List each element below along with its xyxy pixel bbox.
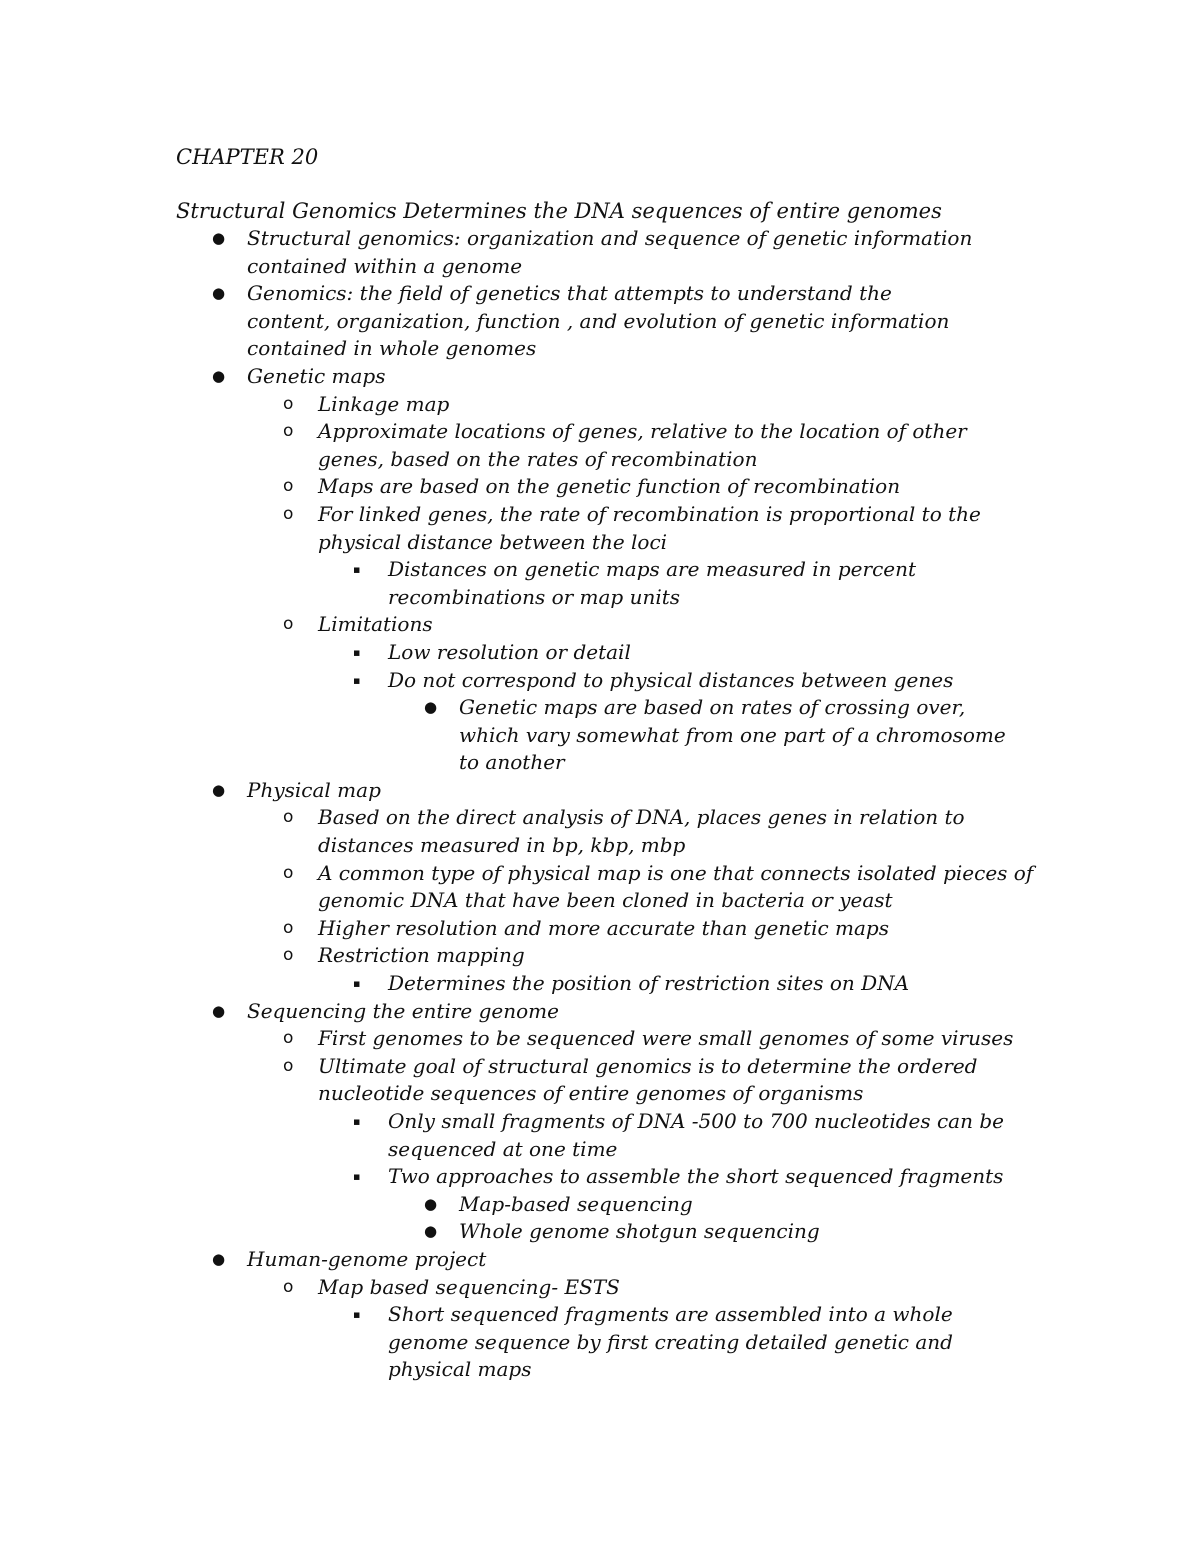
bullet-marker: ● — [424, 1222, 438, 1241]
list-item-text: Physical map — [247, 777, 381, 802]
list-item-text: Maps are based on the genetic function of recombination — [318, 474, 901, 499]
list-item — [0, 1025, 1038, 1053]
list-item — [0, 473, 1038, 501]
list-item — [0, 915, 1038, 943]
list-item-text: Human-genome project — [247, 1246, 487, 1271]
list-item-text: Low resolution or detail — [388, 639, 631, 664]
list-item-text: A common type of physical map is one that connects isolated pieces of genomic DNA that have been cloned in bacteria or yeast — [318, 860, 1034, 913]
list-item-text: Only small fragments of DNA -500 to 700 nucleotides can be sequenced at one time — [388, 1109, 1004, 1161]
bullet-marker: o — [283, 614, 294, 635]
list-item — [0, 1191, 1019, 1219]
list-item — [0, 501, 1038, 556]
bullet-marker: o — [283, 917, 294, 938]
list-item — [0, 1274, 1038, 1302]
bullet-marker: ● — [212, 284, 226, 303]
list-item — [0, 1108, 1008, 1163]
list-item-text: Genetic maps are based on rates of crossing over, which vary somewhat from one part of a chromosome to another — [459, 695, 1006, 775]
list-item-text: Do not correspond to physical distances between genes — [388, 667, 954, 692]
list-item — [0, 1053, 1038, 1108]
bullet-marker: ▪ — [353, 645, 361, 659]
list-item-text: Map-based sequencing — [459, 1191, 693, 1216]
list-item-text: Approximate locations of genes, relative to the location of other genes, based on the rates of recombination — [318, 419, 967, 471]
list-item-text: Sequencing the entire genome — [247, 998, 559, 1023]
bullet-marker: ● — [212, 1249, 226, 1268]
section-intro: Structural Genomics Determines the DNA sequences of entire genomes — [176, 199, 942, 223]
list-item-text: Short sequenced fragments are assembled into a whole genome sequence by first creating detailed genetic and physical maps — [388, 1302, 953, 1382]
list-item-text: Structural genomics: organization and sequence of genetic information contained within a genome — [247, 226, 973, 278]
list-item — [0, 970, 1008, 998]
list-item — [0, 1301, 1008, 1384]
list-item — [0, 280, 977, 363]
bullet-marker: o — [283, 807, 294, 828]
bullet-marker: ▪ — [353, 977, 361, 991]
list-item — [0, 942, 1038, 970]
list-item-text: First genomes to be sequenced were small genomes of some viruses — [318, 1026, 1014, 1051]
bullet-marker: o — [283, 1055, 294, 1076]
list-item-text: Distances on genetic maps are measured in percent recombinations or map units — [388, 557, 917, 609]
list-item-text: Whole genome shotgun sequencing — [459, 1219, 820, 1244]
list-item — [0, 694, 1019, 777]
bullet-marker: o — [283, 421, 294, 442]
list-item — [0, 1163, 1008, 1191]
list-item-text: Two approaches to assemble the short sequenced fragments — [388, 1164, 1004, 1189]
list-item-text: Ultimate goal of structural genomics is to determine the ordered nucleotide sequences of entire genomes of organisms — [318, 1053, 978, 1106]
bullet-marker: ▪ — [353, 673, 361, 687]
bullet-marker: ▪ — [353, 1115, 361, 1128]
list-item — [0, 418, 1038, 473]
bullet-marker: ▪ — [353, 563, 361, 577]
chapter-heading: CHAPTER 20 — [176, 145, 319, 169]
list-item — [0, 667, 1008, 695]
list-item-text: Map based sequencing- ESTS — [318, 1274, 620, 1299]
list-item-text: Genomics: the field of genetics that attempts to understand the content, organization, function , and evolution of genetic information contained in whole genomes — [247, 281, 950, 361]
list-item-text: Genetic maps — [247, 363, 386, 388]
list-item — [0, 391, 1038, 419]
list-item — [0, 777, 977, 805]
list-item-text: Limitations — [318, 612, 433, 637]
bullet-marker: ● — [212, 1001, 226, 1020]
bullet-marker: o — [283, 476, 294, 497]
bullet-marker: ▪ — [353, 1170, 361, 1184]
list-item — [0, 1218, 1019, 1246]
list-item — [0, 639, 1008, 667]
bullet-marker: ● — [212, 366, 226, 385]
list-item-text: For linked genes, the rate of recombination is proportional to the physical distance between the loci — [318, 501, 981, 554]
bullet-marker: o — [283, 503, 294, 524]
list-item-text: Higher resolution and more accurate than genetic maps — [318, 915, 889, 940]
bullet-marker: ● — [424, 1194, 438, 1213]
list-item — [0, 556, 1008, 611]
bullet-marker: ● — [424, 698, 438, 717]
bullet-marker: ● — [212, 780, 226, 799]
bullet-marker: o — [283, 1028, 294, 1049]
list-item — [0, 363, 977, 391]
list-item-text: Linkage map — [318, 391, 450, 416]
list-item — [0, 804, 1038, 859]
bullet-marker: o — [283, 862, 294, 883]
outline-list — [0, 225, 1200, 1384]
list-item-text: Restriction mapping — [318, 943, 525, 968]
list-item-text: Based on the direct analysis of DNA, places genes in relation to distances measured in bp, kbp, mbp — [318, 805, 965, 858]
bullet-marker: o — [283, 1276, 294, 1297]
list-item — [0, 1246, 977, 1274]
bullet-marker: o — [283, 393, 294, 414]
list-item — [0, 998, 977, 1026]
list-item — [0, 860, 1038, 915]
bullet-marker: ● — [212, 229, 226, 247]
list-item — [0, 611, 1038, 639]
list-item — [0, 225, 977, 280]
list-item-text: Determines the position of restriction sites on DNA — [388, 971, 910, 996]
bullet-marker: ▪ — [353, 1308, 361, 1322]
bullet-marker: o — [283, 945, 294, 966]
